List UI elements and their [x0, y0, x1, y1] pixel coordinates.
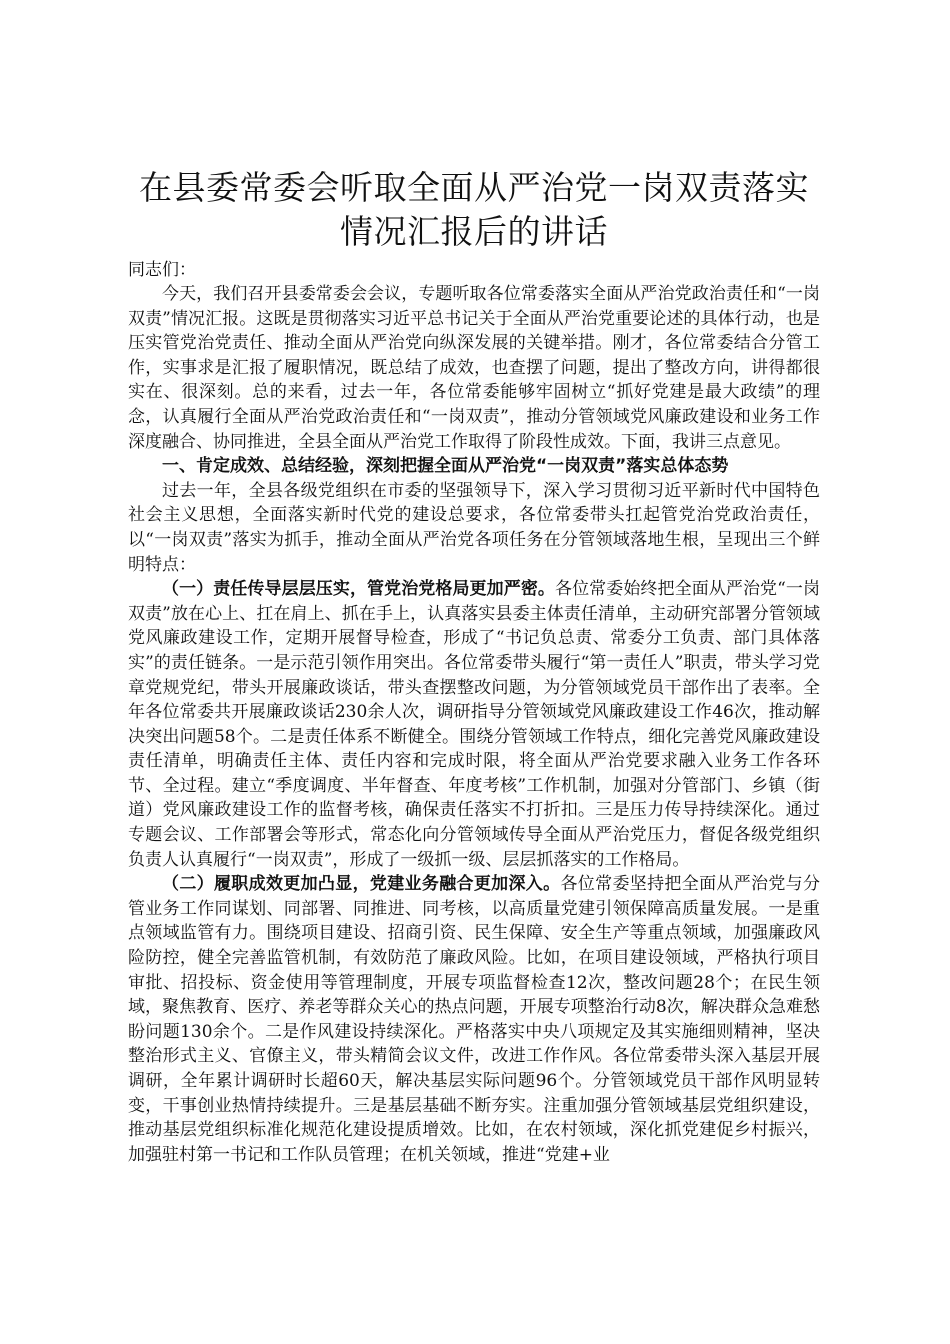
point-2-paragraph — [128, 872, 820, 1167]
document-body — [128, 166, 820, 1167]
point-2-body: 各位常委坚持把全面从严治党与分管业务工作同谋划、同部署、同推进、同考核，以高质量党建引领保障高质量发展。一是重点领域监管有力。围绕项目建设、招商引资、民生保障、安全生产等重点领域，加强廉政风险防控，健全完善监管机制，有效防范了廉政风险。比如，在项目建设领域，严格执行项目审批、招投标、资金使用等管理制度，开展专项监督检查12次，整改问题28个；在民生领域，聚焦教育、医疗、养老等群众关心的热点问题，开展专项整治行动8次，解决群众急难愁盼问题130余个。二是作风建设持续深化。严格落实中央八项规定及其实施细则精神，坚决整治形式主义、官僚主义，带头精简会议文件，改进工作作风。各位常委带头深入基层开展调研，全年累计调研时长超60天，解决基层实际问题96个。分管领域党员干部作风明显转变，干事创业热情持续提升。三是基层基础不断夯实。注重加强分管领域基层党组织建设，推动基层党组织标准化规范化建设提质增效。比如，在农村领域，深化抓党建促乡村振兴，加强驻村第一书记和工作队员管理；在机关领域，推进“党建+业 — [128, 874, 821, 1165]
point-1-paragraph — [128, 577, 820, 872]
salutation: 同志们： — [128, 260, 196, 280]
document-title: 在县委常委会听取全面从严治党一岗双责落实情况汇报后的讲话 — [139, 168, 809, 251]
section-heading-1: 一、肯定成效、总结经验，深刻把握全面从严治党“一岗双责”落实总体态势 — [162, 456, 729, 477]
section-intro-paragraph: 过去一年，全县各级党组织在市委的坚强领导下，深入学习贯彻习近平新时代中国特色社会主义思想，全面落实新时代党的建设总要求，各位常委带头扛起管党治党政治责任，以“一岗双责”落实为抓手，推动全面从严治党各项任务在分管领域落地生根，呈现出三个鲜明特点： — [128, 480, 820, 575]
intro-paragraph: 今天，我们召开县委常委会会议，专题听取各位常委落实全面从严治党政治责任和“一岗双责”情况汇报。这既是贯彻落实习近平总书记关于全面从严治党重要论述的具体行动，也是压实管党治党责任、推动全面从严治党向纵深发展的关键举措。刚才，各位常委结合分管工作，实事求是汇报了履职情况，既总结了成效，也查摆了问题，提出了整改方向，讲得都很实在、很深刻。总的来看，过去一年，各位常委能够牢固树立“抓好党建是最大政绩”的理念，认真履行全面从严治党政治责任和“一岗双责”，推动分管领域党风廉政建设和业务工作深度融合、协同推进，全县全面从严治党工作取得了阶段性成效。下面，我讲三点意见。 — [128, 284, 820, 452]
point-1-body: 各位常委始终把全面从严治党“一岗双责”放在心上、扛在肩上、抓在手上，认真落实县委主体责任清单，主动研究部署分管领域党风廉政建设工作，定期开展督导检查，形成了“书记负总责、常委分工负责、部门具体落实”的责任链条。一是示范引领作用突出。各位常委带头履行“第一责任人”职责，带头学习党章党规党纪，带头开展廉政谈话，带头查摆整改问题，为分管领域党员干部作出了表率。全年各位常委共开展廉政谈话230余人次，调研指导分管领域党风廉政建设工作46次，推动解决突出问题58个。二是责任体系不断健全。围绕分管领域工作特点，细化完善党风廉政建设责任清单，明确责任主体、责任内容和完成时限，将全面从严治党要求融入业务工作各环节、全过程。建立“季度调度、半年督查、年度考核”工作机制，加强对分管部门、乡镇（街道）党风廉政建设工作的监督考核，确保责任落实不打折扣。三是压力传导持续深化。通过专题会议、工作部署会等形式，常态化向分管领域传导全面从严治党压力，督促各级党组织负责人认真履行“一岗双责”，形成了一级抓一级、层层抓落实的工作格局。 — [128, 579, 820, 870]
point-1-lead: （一）责任传导层层压实，管党治党格局更加严密。 — [162, 579, 555, 600]
point-2-lead: （二）履职成效更加凸显，党建业务融合更加深入。 — [162, 874, 561, 895]
